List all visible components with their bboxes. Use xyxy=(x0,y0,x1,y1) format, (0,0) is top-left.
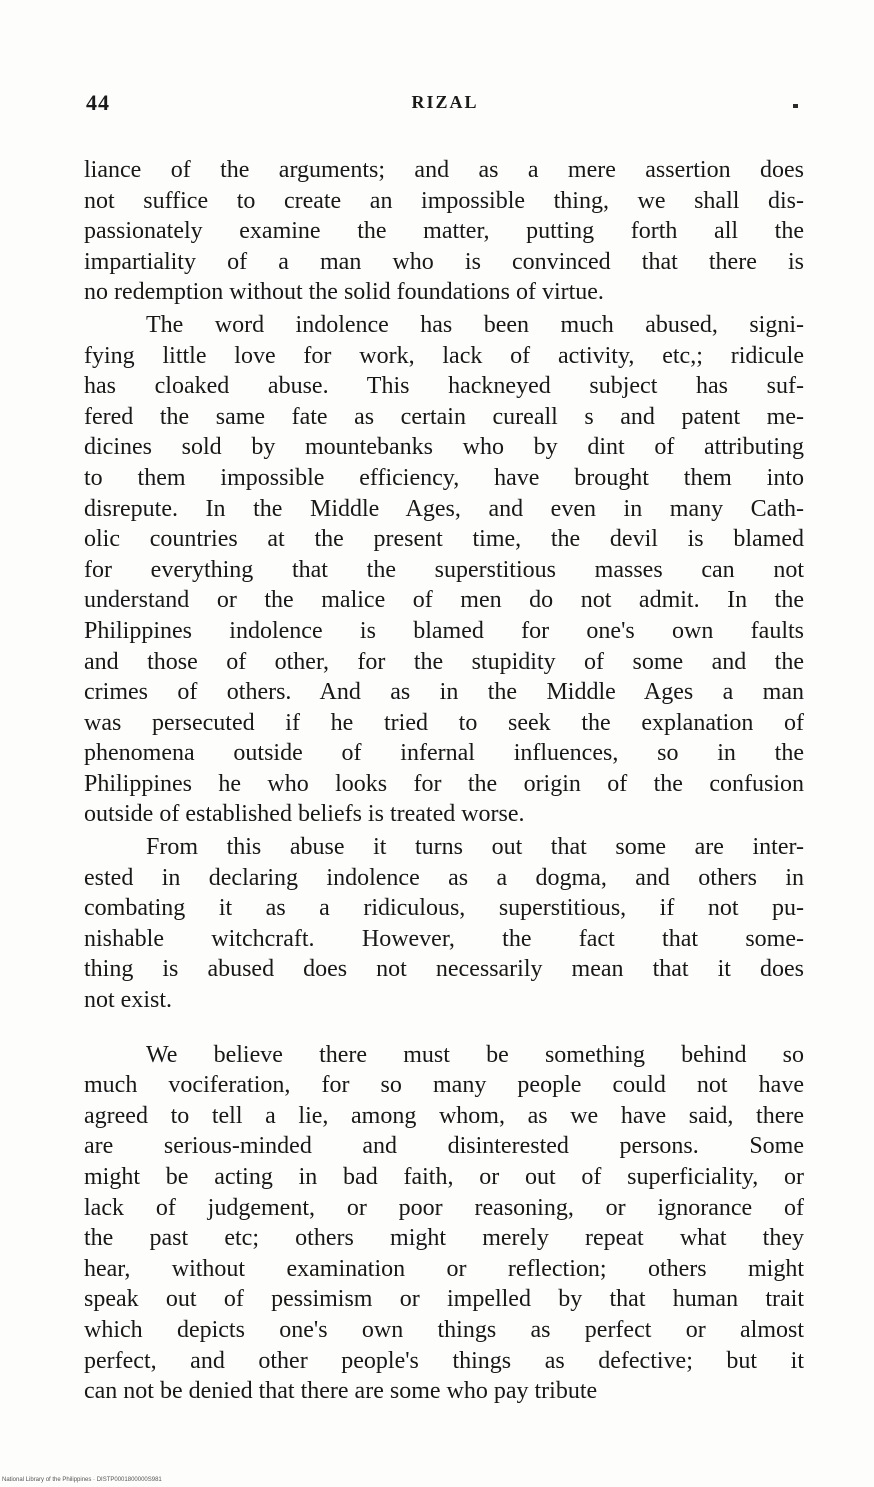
text-line: combating it as a ridiculous, superstitious, if not pu- xyxy=(84,895,804,922)
text-line: can not be denied that there are some who pay tribute xyxy=(84,1378,598,1405)
text-line: thing is abused does not necessarily mean that it does xyxy=(84,956,804,983)
text-line: and those of other, for the stupidity of some and the xyxy=(84,648,804,675)
body-text xyxy=(84,155,804,1407)
text-line: passionately examine the matter, putting forth all the xyxy=(84,218,804,245)
text-line: to them impossible efficiency, have brought them into xyxy=(84,464,804,491)
text-line: no redemption without the solid foundations of virtue. xyxy=(84,279,604,306)
text-line: impartiality of a man who is convinced that there is xyxy=(84,248,804,275)
text-line: the past etc; others might merely repeat what they xyxy=(84,1225,804,1252)
text-line: Philippines indolence is blamed for one's own faults xyxy=(84,617,804,644)
text-line: perfect, and other people's things as defective; but it xyxy=(84,1347,804,1374)
print-mark xyxy=(793,104,798,108)
paragraph xyxy=(84,1040,804,1407)
text-line: lack of judgement, or poor reasoning, or ignorance of xyxy=(84,1194,804,1221)
paragraph xyxy=(84,310,804,830)
text-line: ested in declaring indolence as a dogma, and others in xyxy=(84,864,804,891)
text-line: From this abuse it turns out that some are inter- xyxy=(146,834,804,861)
text-line: hear, without examination or reflection; others might xyxy=(84,1255,804,1282)
text-line: disrepute. In the Middle Ages, and even in many Cath- xyxy=(84,495,804,522)
text-line: dicines sold by mountebanks who by dint of attributing xyxy=(84,434,804,461)
page-header xyxy=(86,90,804,126)
text-line: phenomena outside of infernal influences, so in the xyxy=(84,740,804,767)
text-line: fered the same fate as certain cureall s and patent me- xyxy=(84,403,804,430)
text-line: liance of the arguments; and as a mere assertion does xyxy=(84,157,804,183)
text-line: which depicts one's own things as perfect or almost xyxy=(84,1316,804,1343)
running-head: RIZAL xyxy=(411,92,479,112)
text-line: agreed to tell a lie, among whom, as we have said, there xyxy=(84,1102,804,1129)
text-line: are serious-minded and disinterested persons. Some xyxy=(84,1133,804,1160)
text-line: not exist. xyxy=(84,987,172,1014)
text-line: We believe there must be something behind so xyxy=(146,1041,804,1068)
text-line: crimes of others. And as in the Middle Ages a man xyxy=(84,679,804,706)
text-line: not suffice to create an impossible thing, we shall dis- xyxy=(84,187,804,214)
text-line: nishable witchcraft. However, the fact that some- xyxy=(84,925,804,952)
page-number: 44 xyxy=(86,90,110,115)
text-line: speak out of pessimism or impelled by that human trait xyxy=(84,1286,804,1313)
text-line: has cloaked abuse. This hackneyed subject has suf- xyxy=(84,373,804,400)
text-line: might be acting in bad faith, or out of superficiality, or xyxy=(84,1164,804,1190)
text-line: The word indolence has been much abused, signi- xyxy=(146,311,804,338)
text-line: Philippines he who looks for the origin of the confusion xyxy=(84,770,804,797)
scan-credit: National Library of the Philippines · DISTP0001800000S981 xyxy=(2,1477,162,1483)
paragraph xyxy=(84,155,804,308)
text-line: was persecuted if he tried to seek the explanation of xyxy=(84,709,804,736)
paragraph xyxy=(84,832,804,1016)
text-line: for everything that the superstitious masses can not xyxy=(84,556,804,583)
text-line: much vociferation, for so many people could not have xyxy=(84,1072,804,1099)
text-line: outside of established beliefs is treated worse. xyxy=(84,801,525,828)
text-line: fying little love for work, lack of activity, etc,; ridicule xyxy=(84,342,804,369)
text-line: olic countries at the present time, the devil is blamed xyxy=(84,526,804,553)
text-line: understand or the malice of men do not admit. In the xyxy=(84,587,804,614)
